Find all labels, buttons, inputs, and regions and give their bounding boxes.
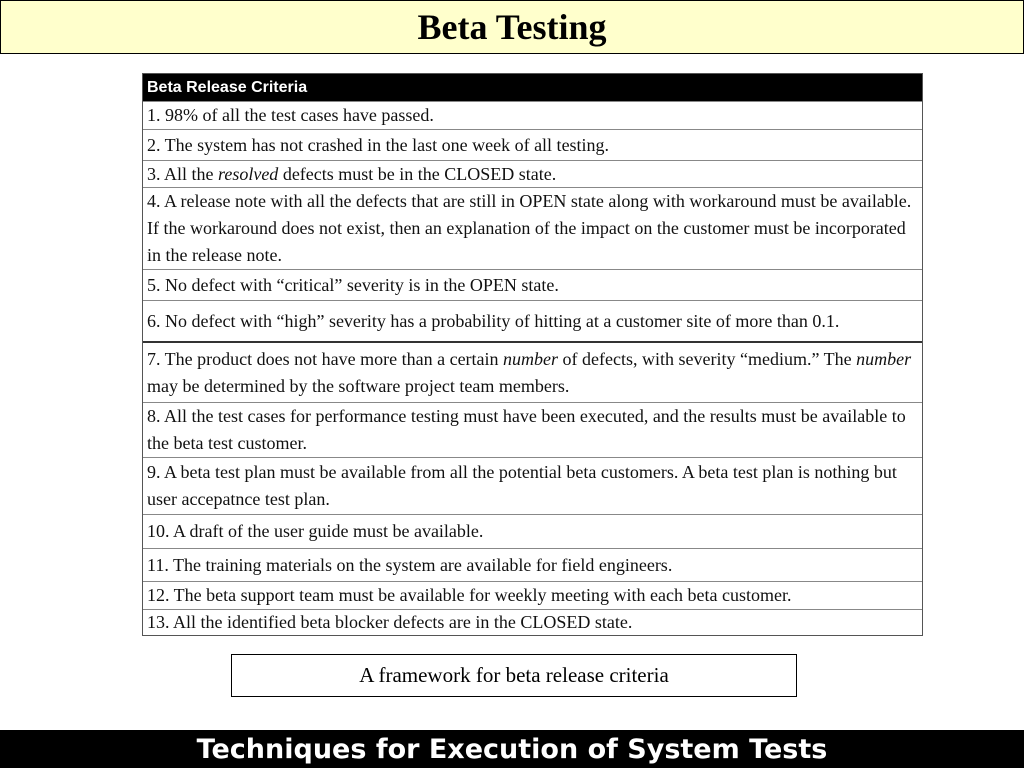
title-bar [0,0,1024,54]
slide-title: Beta Testing [417,7,607,47]
row-text-part: 12. The beta support team must be available for weekly meeting with each beta customer. [147,585,792,605]
table-row [143,548,922,581]
row-text-part: 6. No defect with “high” severity has a probability of hitting at a customer site of more than 0.1. [147,310,840,331]
row-text [147,582,791,609]
table-row [143,341,922,402]
table-header: Beta Release Criteria [143,74,922,101]
table-row [143,514,922,548]
table-row [143,269,922,300]
row-text-part: 10. A draft of the user guide must be available. [147,521,484,541]
row-text [147,161,556,188]
row-text-part: may be determined by the software project team members. [147,375,570,396]
table-row [143,129,922,160]
row-text-part: 4. A release note with all the defects that are still in OPEN state along with workaround must be available. If the workaround does not exist, then an explanation of the impact on the customer must be incorporated in the release note. [147,191,912,265]
row-text [147,403,918,457]
row-text-part: 3. All the [147,163,218,184]
row-text-part: 13. All the identified beta blocker defects are in the CLOSED state. [147,612,633,632]
row-text-part: 9. A beta test plan must be available from all the potential beta customers. A beta test plan is nothing but user accepatnce test plan. [147,462,897,509]
row-text [147,459,918,513]
row-text-part: 1. 98% of all the test cases have passed. [147,105,434,125]
row-text-part: 7. The product does not have more than a certain [147,348,504,369]
row-text-part: 5. No defect with “critical” severity is in the OPEN state. [147,274,559,295]
table-row [143,160,922,187]
row-text [147,132,609,159]
row-text [147,609,632,636]
row-text-emphasis: number [856,348,912,369]
criteria-table [142,73,923,636]
row-text [147,102,434,129]
row-text-part: 11. The training materials on the system are available for field engineers. [147,554,673,575]
row-text-part: 2. The system has not crashed in the last one week of all testing. [147,134,610,155]
row-text [147,272,559,299]
row-text [147,552,672,579]
row-text-part: defects must be in the CLOSED state. [278,163,557,184]
figure-caption: A framework for beta release criteria [231,654,797,697]
table-row [143,457,922,514]
row-text [147,308,839,335]
row-text-emphasis: resolved [218,163,279,184]
row-text-part: of defects, with severity “medium.” The [558,348,857,369]
row-text [147,188,918,269]
table-row [143,402,922,457]
footer-bar: Techniques for Execution of System Tests [0,730,1024,768]
row-text [147,346,918,400]
row-text-emphasis: number [503,348,559,369]
table-row [143,609,922,635]
table-row [143,581,922,609]
table-row [143,187,922,269]
row-text-part: 8. All the test cases for performance testing must have been executed, and the results must be available to the beta test customer. [147,406,906,453]
table-row [143,101,922,129]
table-row [143,300,922,341]
row-text [147,518,483,545]
